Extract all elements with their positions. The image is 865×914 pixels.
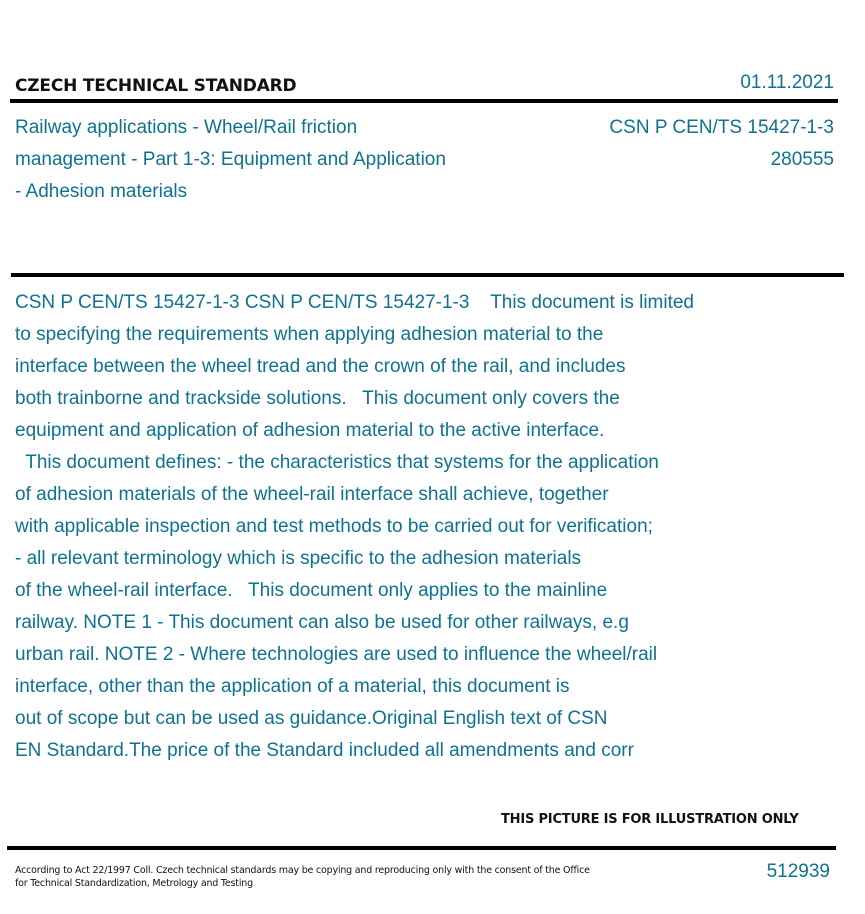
description-line: both trainborne and trackside solutions. This document only covers the (15, 388, 620, 409)
header-divider (10, 99, 838, 103)
standard-title-line: Railway applications - Wheel/Rail friction (15, 117, 358, 138)
description-line: out of scope but can be used as guidance.Original English text of CSN (15, 708, 608, 729)
standard-title-line: management - Part 1-3: Equipment and Application (15, 149, 446, 170)
illustration-disclaimer: THIS PICTURE IS FOR ILLUSTRATION ONLY (501, 812, 799, 827)
description-line: CSN P CEN/TS 15427-1-3 CSN P CEN/TS 15427-1-3 This document is limited (15, 292, 694, 313)
description-line: - all relevant terminology which is specific to the adhesion materials (15, 548, 582, 569)
title-divider (11, 273, 844, 277)
description-line: with applicable inspection and test methods to be carried out for verification; (15, 516, 653, 537)
standard-title-line: - Adhesion materials (15, 181, 188, 202)
description-line: of adhesion materials of the wheel-rail interface shall achieve, together (15, 484, 609, 505)
description-line: EN Standard.The price of the Standard included all amendments and corr (15, 740, 634, 761)
document-number: 512939 (766, 861, 830, 882)
standard-type-heading: CZECH TECHNICAL STANDARD (15, 76, 297, 96)
description-line: This document defines: - the characteristics that systems for the application (15, 452, 659, 473)
description-line: interface between the wheel tread and the crown of the rail, and includes (15, 356, 626, 377)
description-line: equipment and application of adhesion material to the active interface. (15, 420, 605, 441)
standard-class-number: 280555 (770, 149, 834, 170)
footer-divider (7, 846, 836, 850)
description-line: of the wheel-rail interface. This document only applies to the mainline (15, 580, 608, 601)
description-line: urban rail. NOTE 2 - Where technologies are used to influence the wheel/rail (15, 644, 658, 665)
description-line: interface, other than the application of a material, this document is (15, 676, 570, 697)
legal-notice-line: According to Act 22/1997 Coll. Czech technical standards may be copying and reproducing only with the consent of the Office (15, 865, 590, 876)
legal-notice-line: for Technical Standardization, Metrology and Testing (15, 878, 253, 889)
description-line: to specifying the requirements when applying adhesion material to the (15, 324, 604, 345)
description-line: railway. NOTE 1 - This document can also be used for other railways, e.g (15, 612, 629, 633)
publication-date: 01.11.2021 (740, 72, 834, 93)
standard-code: CSN P CEN/TS 15427-1-3 (609, 117, 834, 138)
